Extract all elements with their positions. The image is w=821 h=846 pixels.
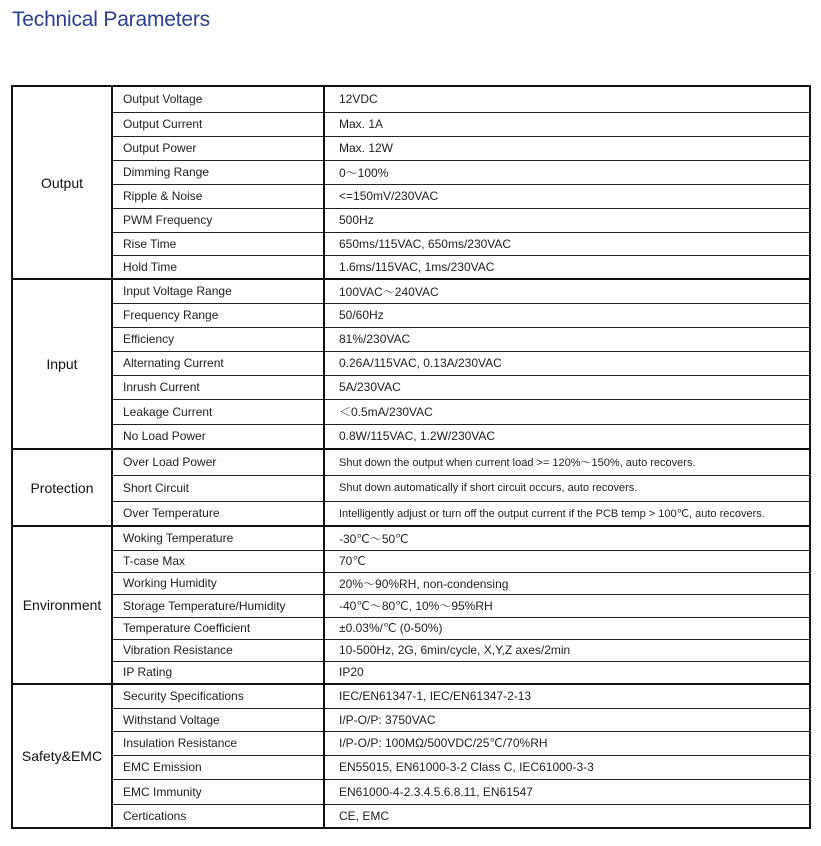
parameter-name: Inrush Current: [112, 375, 324, 399]
parameter-name: Short Circuit: [112, 475, 324, 501]
table-row: [12, 661, 810, 684]
parameter-value: Max. 1A: [324, 112, 810, 136]
parameter-name: Over Load Power: [112, 449, 324, 475]
parameter-value: 20%～90%RH, non-condensing: [324, 572, 810, 594]
parameter-name: No Load Power: [112, 424, 324, 449]
parameter-name: Security Specifications: [112, 684, 324, 708]
parameter-name: PWM Frequency: [112, 208, 324, 232]
parameter-name: Withstand Voltage: [112, 708, 324, 731]
parameter-value: Shut down the output when current load >= 120%～150%, auto recovers.: [324, 449, 810, 475]
table-row: [12, 184, 810, 208]
parameter-name: Temperature Coefficient: [112, 617, 324, 639]
parameter-value: Max. 12W: [324, 136, 810, 160]
table-row: [12, 594, 810, 617]
table-row: [12, 639, 810, 661]
parameter-name: Rise Time: [112, 232, 324, 255]
table-row: [12, 501, 810, 526]
table-row: [12, 475, 810, 501]
table-row: [12, 375, 810, 399]
parameter-value: 50/60Hz: [324, 303, 810, 327]
parameter-value: 5A/230VAC: [324, 375, 810, 399]
parameter-name: Frequency Range: [112, 303, 324, 327]
table-row: [12, 708, 810, 731]
table-row: [12, 303, 810, 327]
parameter-value: -30℃～50℃: [324, 526, 810, 550]
parameter-value: 70℃: [324, 550, 810, 572]
parameter-value: EN61000-4-2.3.4.5.6.8.11, EN61547: [324, 779, 810, 804]
technical-parameters-table: [11, 85, 811, 829]
parameter-value: ＜0.5mA/230VAC: [324, 399, 810, 424]
group-label: Output: [12, 86, 112, 279]
parameter-name: Input Voltage Range: [112, 279, 324, 303]
parameter-value: Shut down automatically if short circuit occurs, auto recovers.: [324, 475, 810, 501]
table-row: [12, 779, 810, 804]
parameter-name: Woking Temperature: [112, 526, 324, 550]
parameter-name: Alternating Current: [112, 351, 324, 375]
parameter-value: ±0.03%/℃ (0-50%): [324, 617, 810, 639]
table-row: [12, 684, 810, 708]
parameter-value: 650ms/115VAC, 650ms/230VAC: [324, 232, 810, 255]
parameter-name: Dimming Range: [112, 160, 324, 184]
parameter-value: -40℃～80℃, 10%～95%RH: [324, 594, 810, 617]
page-title: Technical Parameters: [12, 8, 210, 31]
parameter-name: Ripple & Noise: [112, 184, 324, 208]
parameter-name: Output Voltage: [112, 86, 324, 112]
table-row: [12, 572, 810, 594]
parameter-value: 81%/230VAC: [324, 327, 810, 351]
parameter-name: Vibration Resistance: [112, 639, 324, 661]
table-row: [12, 550, 810, 572]
parameter-value: 10-500Hz, 2G, 6min/cycle, X,Y,Z axes/2min: [324, 639, 810, 661]
table-row: [12, 399, 810, 424]
parameter-value: 1.6ms/115VAC, 1ms/230VAC: [324, 255, 810, 279]
parameter-value: 0.8W/115VAC, 1.2W/230VAC: [324, 424, 810, 449]
table-row: [12, 424, 810, 449]
parameter-value: 12VDC: [324, 86, 810, 112]
table-row: [12, 160, 810, 184]
parameter-name: Storage Temperature/Humidity: [112, 594, 324, 617]
table-row: [12, 617, 810, 639]
parameter-name: IP Rating: [112, 661, 324, 684]
group-label: Environment: [12, 526, 112, 684]
spec-table-body: [12, 86, 810, 828]
parameter-name: Efficiency: [112, 327, 324, 351]
parameter-value: 500Hz: [324, 208, 810, 232]
parameter-value: 0.26A/115VAC, 0.13A/230VAC: [324, 351, 810, 375]
parameter-value: IP20: [324, 661, 810, 684]
table-row: [12, 526, 810, 550]
table-row: [12, 804, 810, 828]
parameter-value: 0～100%: [324, 160, 810, 184]
table-row: [12, 86, 810, 112]
table-row: [12, 351, 810, 375]
parameter-name: Leakage Current: [112, 399, 324, 424]
table-row: [12, 208, 810, 232]
table-row: [12, 255, 810, 279]
table-row: [12, 112, 810, 136]
parameter-name: Working Humidity: [112, 572, 324, 594]
parameter-name: T-case Max: [112, 550, 324, 572]
group-label: Safety&EMC: [12, 684, 112, 828]
parameter-value: Intelligently adjust or turn off the output current if the PCB temp > 100℃, auto recovers.: [324, 501, 810, 526]
table-row: [12, 755, 810, 779]
parameter-name: Output Current: [112, 112, 324, 136]
parameter-value: I/P-O/P: 100MΩ/500VDC/25℃/70%RH: [324, 731, 810, 755]
parameter-name: Certications: [112, 804, 324, 828]
parameter-value: 100VAC～240VAC: [324, 279, 810, 303]
table-row: [12, 136, 810, 160]
table-row: [12, 279, 810, 303]
parameter-name: Output Power: [112, 136, 324, 160]
table-row: [12, 449, 810, 475]
parameter-name: Hold Time: [112, 255, 324, 279]
parameter-name: EMC Emission: [112, 755, 324, 779]
parameter-name: Over Temperature: [112, 501, 324, 526]
parameter-value: I/P-O/P: 3750VAC: [324, 708, 810, 731]
parameter-value: IEC/EN61347-1, IEC/EN61347-2-13: [324, 684, 810, 708]
table-row: [12, 232, 810, 255]
parameter-value: EN55015, EN61000-3-2 Class C, IEC61000-3-3: [324, 755, 810, 779]
group-label: Protection: [12, 449, 112, 526]
table-row: [12, 327, 810, 351]
parameter-value: CE, EMC: [324, 804, 810, 828]
parameter-value: <=150mV/230VAC: [324, 184, 810, 208]
table-row: [12, 731, 810, 755]
parameter-name: Insulation Resistance: [112, 731, 324, 755]
group-label: Input: [12, 279, 112, 449]
parameter-name: EMC Immunity: [112, 779, 324, 804]
